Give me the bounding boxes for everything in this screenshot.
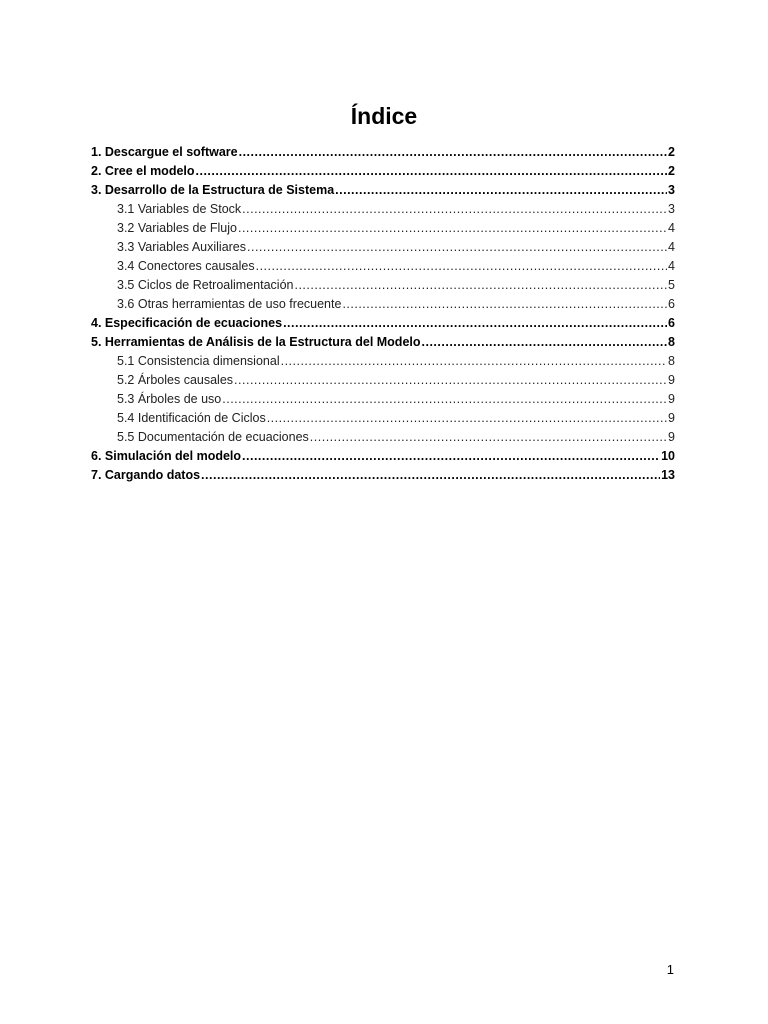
toc-entry-page: 5 bbox=[668, 278, 675, 292]
toc-dot-leader bbox=[196, 162, 668, 181]
toc-entry[interactable] bbox=[91, 181, 675, 200]
toc-entry-label: 3.1 Variables de Stock bbox=[117, 202, 242, 216]
toc-entry-page: 6 bbox=[668, 316, 675, 330]
toc-entry-label: 3. Desarrollo de la Estructura de Sistema bbox=[91, 183, 335, 197]
toc-entry-label: 3.6 Otras herramientas de uso frecuente bbox=[117, 297, 342, 311]
toc-entry[interactable] bbox=[91, 466, 675, 485]
toc-dot-leader bbox=[422, 333, 668, 352]
toc-entry[interactable] bbox=[91, 162, 675, 181]
toc-entry[interactable] bbox=[91, 143, 675, 162]
table-of-contents bbox=[91, 143, 675, 485]
toc-entry-label: 4. Especificación de ecuaciones bbox=[91, 316, 283, 330]
page-number: 1 bbox=[666, 962, 674, 977]
toc-entry-label: 5. Herramientas de Análisis de la Estructura del Modelo bbox=[91, 335, 421, 349]
toc-entry[interactable] bbox=[91, 371, 675, 390]
toc-dot-leader bbox=[238, 219, 667, 238]
toc-entry[interactable] bbox=[91, 428, 675, 447]
toc-dot-leader bbox=[239, 143, 667, 162]
toc-dot-leader bbox=[267, 409, 667, 428]
toc-dot-leader bbox=[201, 466, 660, 485]
toc-entry-label: 3.2 Variables de Flujo bbox=[117, 221, 237, 235]
toc-dot-leader bbox=[242, 447, 660, 466]
toc-entry-page: 9 bbox=[668, 373, 675, 387]
toc-entry-label: 3.5 Ciclos de Retroalimentación bbox=[117, 278, 294, 292]
toc-entry-label: 1. Descargue el software bbox=[91, 145, 238, 159]
toc-entry-label: 5.2 Árboles causales bbox=[117, 373, 234, 387]
toc-entry-page: 9 bbox=[668, 430, 675, 444]
toc-entry-label: 3.4 Conectores causales bbox=[117, 259, 255, 273]
toc-entry-page: 9 bbox=[668, 411, 675, 425]
toc-entry-label: 5.1 Consistencia dimensional bbox=[117, 354, 280, 368]
toc-entry-page: 2 bbox=[668, 164, 675, 178]
toc-entry-page: 4 bbox=[668, 240, 675, 254]
toc-entry-page: 4 bbox=[668, 259, 675, 273]
toc-dot-leader bbox=[342, 295, 667, 314]
toc-dot-leader bbox=[310, 428, 667, 447]
toc-entry[interactable] bbox=[91, 409, 675, 428]
page-title: Índice bbox=[350, 103, 418, 130]
toc-entry[interactable] bbox=[91, 390, 675, 409]
toc-dot-leader bbox=[242, 200, 667, 219]
toc-dot-leader bbox=[222, 390, 667, 409]
toc-entry-label: 6. Simulación del modelo bbox=[91, 449, 242, 463]
toc-entry[interactable] bbox=[91, 276, 675, 295]
toc-entry-page: 4 bbox=[668, 221, 675, 235]
toc-dot-leader bbox=[247, 238, 667, 257]
toc-entry-label: 5.5 Documentación de ecuaciones bbox=[117, 430, 309, 444]
toc-entry[interactable] bbox=[91, 314, 675, 333]
toc-dot-leader bbox=[281, 352, 667, 371]
toc-entry-label: 2. Cree el modelo bbox=[91, 164, 195, 178]
toc-entry[interactable] bbox=[91, 447, 675, 466]
toc-entry-label: 3.3 Variables Auxiliares bbox=[117, 240, 247, 254]
toc-entry-page: 3 bbox=[668, 202, 675, 216]
toc-entry-page: 9 bbox=[668, 392, 675, 406]
toc-dot-leader bbox=[256, 257, 667, 276]
toc-entry-page: 2 bbox=[668, 145, 675, 159]
toc-entry-page: 3 bbox=[668, 183, 675, 197]
toc-entry-page: 10 bbox=[661, 449, 675, 463]
toc-entry[interactable] bbox=[91, 257, 675, 276]
toc-dot-leader bbox=[335, 181, 667, 200]
toc-entry-label: 5.4 Identificación de Ciclos bbox=[117, 411, 266, 425]
toc-entry[interactable] bbox=[91, 219, 675, 238]
toc-dot-leader bbox=[294, 276, 667, 295]
toc-entry-page: 6 bbox=[668, 297, 675, 311]
toc-entry[interactable] bbox=[91, 295, 675, 314]
toc-dot-leader bbox=[283, 314, 667, 333]
toc-entry-page: 8 bbox=[668, 335, 675, 349]
toc-entry[interactable] bbox=[91, 352, 675, 371]
toc-entry-label: 5.3 Árboles de uso bbox=[117, 392, 222, 406]
toc-entry-page: 8 bbox=[668, 354, 675, 368]
toc-entry[interactable] bbox=[91, 200, 675, 219]
toc-entry[interactable] bbox=[91, 238, 675, 257]
toc-entry-label: 7. Cargando datos bbox=[91, 468, 201, 482]
toc-entry-page: 13 bbox=[661, 468, 675, 482]
toc-entry[interactable] bbox=[91, 333, 675, 352]
toc-dot-leader bbox=[234, 371, 667, 390]
